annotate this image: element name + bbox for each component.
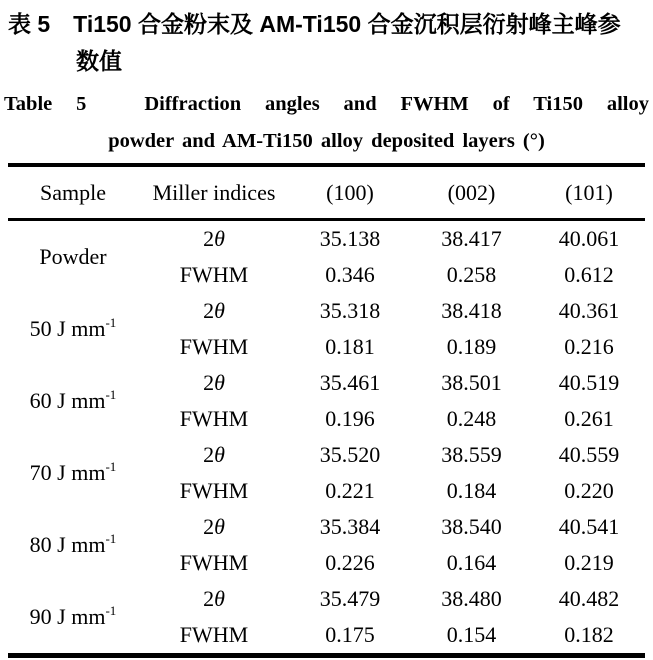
value-cell: 40.559 (558, 442, 620, 467)
theta-symbol: θ (214, 298, 225, 323)
chinese-caption-line1: 表 5 Ti150 合金粉末及 AM-Ti150 合金沉积层衍射峰主峰参 (8, 11, 621, 37)
table-row (8, 437, 645, 473)
value-cell: 35.479 (319, 586, 381, 611)
header-sample: Sample (8, 165, 138, 220)
sample-label-powder (8, 220, 138, 294)
value-cell: 0.154 (446, 622, 497, 647)
value-cell: 35.520 (319, 442, 381, 467)
value-cell: 0.221 (325, 478, 375, 503)
value-cell: 0.164 (446, 550, 497, 575)
sample-label-60 (8, 365, 138, 437)
param-fwhm: FWHM (179, 550, 249, 575)
value-cell: 0.258 (446, 262, 497, 287)
param-fwhm: FWHM (179, 334, 249, 359)
value-cell: 0.181 (325, 334, 375, 359)
value-cell: 0.216 (564, 334, 614, 359)
sample-text: 60 J mm (29, 388, 106, 413)
value-cell: 0.226 (325, 550, 375, 575)
value-cell: 0.248 (446, 406, 497, 431)
theta-symbol: θ (214, 370, 225, 395)
param-2theta (138, 437, 290, 473)
value-cell: 38.480 (441, 586, 502, 611)
sample-label-80 (8, 509, 138, 581)
sample-text: 50 J mm (29, 316, 106, 341)
value-cell: 35.138 (319, 226, 381, 251)
sample-label-50 (8, 293, 138, 365)
diffraction-table (8, 163, 645, 658)
theta-symbol: θ (214, 226, 225, 251)
sample-exponent: -1 (105, 314, 117, 330)
sample-label-90 (8, 581, 138, 656)
sample-exponent: -1 (105, 602, 117, 618)
value-cell: 40.541 (558, 514, 620, 539)
value-cell: 35.461 (319, 370, 381, 395)
value-cell: 38.540 (441, 514, 502, 539)
theta-prefix: 2 (203, 226, 215, 251)
header-row (8, 165, 645, 220)
value-cell: 0.184 (446, 478, 497, 503)
header-101: (101) (533, 165, 645, 220)
sample-label-70 (8, 437, 138, 509)
param-2theta (138, 365, 290, 401)
param-fwhm: FWHM (179, 622, 249, 647)
theta-prefix: 2 (203, 298, 215, 323)
sample-exponent: -1 (105, 458, 117, 474)
value-cell: 40.482 (558, 586, 620, 611)
theta-symbol: θ (214, 514, 225, 539)
table-row (8, 293, 645, 329)
sample-exponent: -1 (105, 386, 117, 402)
theta-prefix: 2 (203, 586, 215, 611)
value-cell: 35.384 (319, 514, 381, 539)
header-100: (100) (290, 165, 410, 220)
value-cell: 0.346 (325, 262, 375, 287)
value-cell: 38.418 (441, 298, 502, 323)
value-cell: 40.061 (558, 226, 620, 251)
param-2theta (138, 581, 290, 617)
sample-text: 90 J mm (29, 604, 106, 629)
sample-exponent: -1 (105, 530, 117, 546)
param-2theta (138, 220, 290, 258)
sample-text: 70 J mm (29, 460, 106, 485)
param-fwhm: FWHM (179, 406, 249, 431)
param-fwhm: FWHM (179, 478, 249, 503)
theta-symbol: θ (214, 586, 225, 611)
value-cell: 38.559 (441, 442, 502, 467)
table-row (8, 365, 645, 401)
value-cell: 0.612 (564, 262, 614, 287)
theta-prefix: 2 (203, 370, 215, 395)
value-cell: 0.196 (325, 406, 375, 431)
chinese-caption-line2: 数值 (76, 48, 122, 74)
value-cell: 0.220 (564, 478, 614, 503)
theta-prefix: 2 (203, 442, 215, 467)
table-row (8, 509, 645, 545)
param-2theta (138, 509, 290, 545)
value-cell: 0.261 (564, 406, 614, 431)
table-row (8, 581, 645, 617)
param-fwhm: FWHM (179, 262, 249, 287)
theta-prefix: 2 (203, 514, 215, 539)
chinese-caption (0, 4, 653, 80)
param-2theta (138, 293, 290, 329)
english-caption (0, 86, 653, 160)
value-cell: 35.318 (319, 298, 381, 323)
value-cell: 0.182 (564, 622, 614, 647)
header-miller-indices: Miller indices (138, 165, 290, 220)
header-002: (002) (410, 165, 533, 220)
english-caption-line2: powder and AM-Ti150 alloy deposited layers (°) (108, 130, 545, 152)
value-cell: 0.189 (446, 334, 497, 359)
value-cell: 0.219 (564, 550, 614, 575)
sample-text: Powder (39, 244, 107, 269)
value-cell: 40.361 (558, 298, 620, 323)
english-caption-line1: Table 5 Diffraction angles and FWHM of Ti150 alloy (4, 93, 649, 115)
value-cell: 0.175 (325, 622, 375, 647)
value-cell: 40.519 (558, 370, 620, 395)
table-row (8, 220, 645, 258)
sample-text: 80 J mm (29, 532, 106, 557)
theta-symbol: θ (214, 442, 225, 467)
value-cell: 38.501 (441, 370, 502, 395)
value-cell: 38.417 (441, 226, 502, 251)
